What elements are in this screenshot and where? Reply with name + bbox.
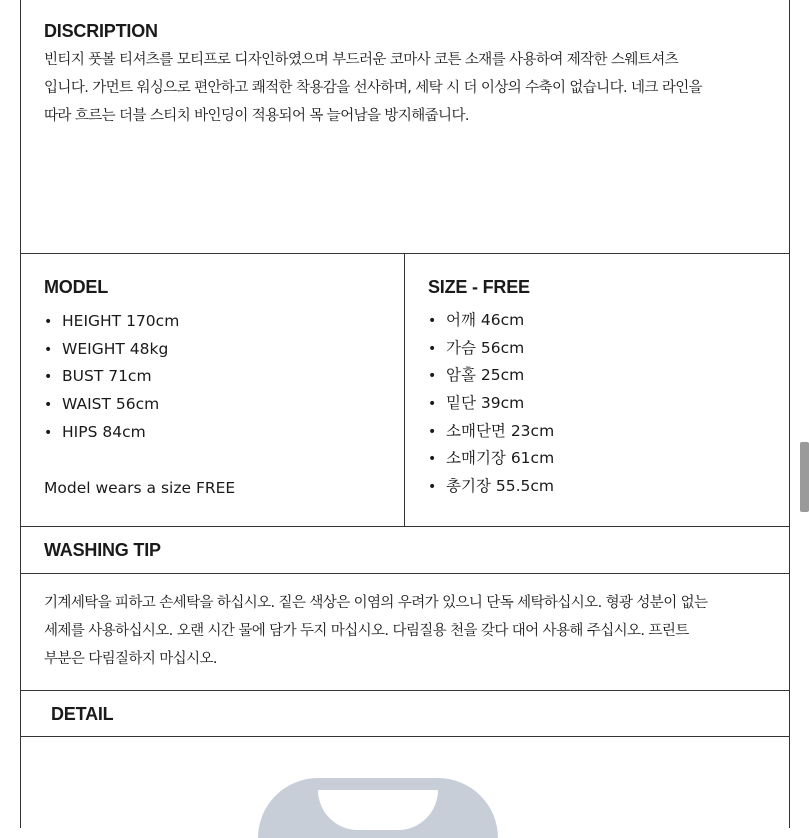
description-line: 입니다. 가먼트 워싱으로 편안하고 쾌적한 착용감을 선사하며, 세탁 시 더 이상의 수축이 없습니다. 네크 라인을	[44, 80, 703, 96]
size-title: SIZE - FREE	[428, 277, 530, 297]
column-divider	[404, 253, 405, 526]
model-title: MODEL	[44, 277, 108, 297]
model-item: • WEIGHT 48kg	[44, 336, 179, 364]
washing-title: WASHING TIP	[44, 540, 161, 560]
detail-title: DETAIL	[51, 704, 114, 724]
model-size-note: Model wears a size FREE	[44, 479, 236, 497]
divider	[20, 573, 789, 574]
size-item: • 암홀 25cm	[428, 362, 554, 390]
model-item: • WAIST 56cm	[44, 391, 179, 419]
size-item: • 총기장 55.5cm	[428, 473, 554, 501]
size-item: • 소매단면 23cm	[428, 418, 554, 446]
scrollbar-thumb[interactable]	[800, 442, 809, 512]
description-title: DISCRIPTION	[44, 21, 158, 41]
description-line: 따라 흐르는 더블 스티치 바인딩이 적용되어 목 늘어남을 방지해줍니다.	[44, 108, 469, 124]
description-line: 빈티지 풋볼 티셔츠를 모티프로 디자인하였으며 부드러운 코마사 코튼 소재를 사용하여 제작한 스웨트셔츠	[44, 52, 679, 68]
washing-line: 부분은 다림질하지 마십시오.	[44, 651, 217, 667]
washing-text	[44, 589, 774, 673]
description-text	[44, 46, 774, 130]
size-item: • 가슴 56cm	[428, 335, 554, 363]
divider	[20, 526, 789, 527]
model-item: • HEIGHT 170cm	[44, 308, 179, 336]
size-item: • 밑단 39cm	[428, 390, 554, 418]
size-item: • 소매기장 61cm	[428, 445, 554, 473]
washing-line: 세제를 사용하십시오. 오랜 시간 물에 담가 두지 마십시오. 다림질용 천을 갖다 대어 사용해 주십시오. 프린트	[44, 623, 689, 639]
model-item: • BUST 71cm	[44, 363, 179, 391]
divider	[20, 736, 789, 737]
size-measurements	[428, 307, 554, 501]
size-item: • 어깨 46cm	[428, 307, 554, 335]
model-measurements	[44, 308, 179, 446]
model-item: • HIPS 84cm	[44, 419, 179, 447]
divider	[20, 690, 789, 691]
washing-line: 기계세탁을 피하고 손세탁을 하십시오. 짙은 색상은 이염의 우려가 있으니 단독 세탁하십시오. 형광 성분이 없는	[44, 595, 708, 611]
